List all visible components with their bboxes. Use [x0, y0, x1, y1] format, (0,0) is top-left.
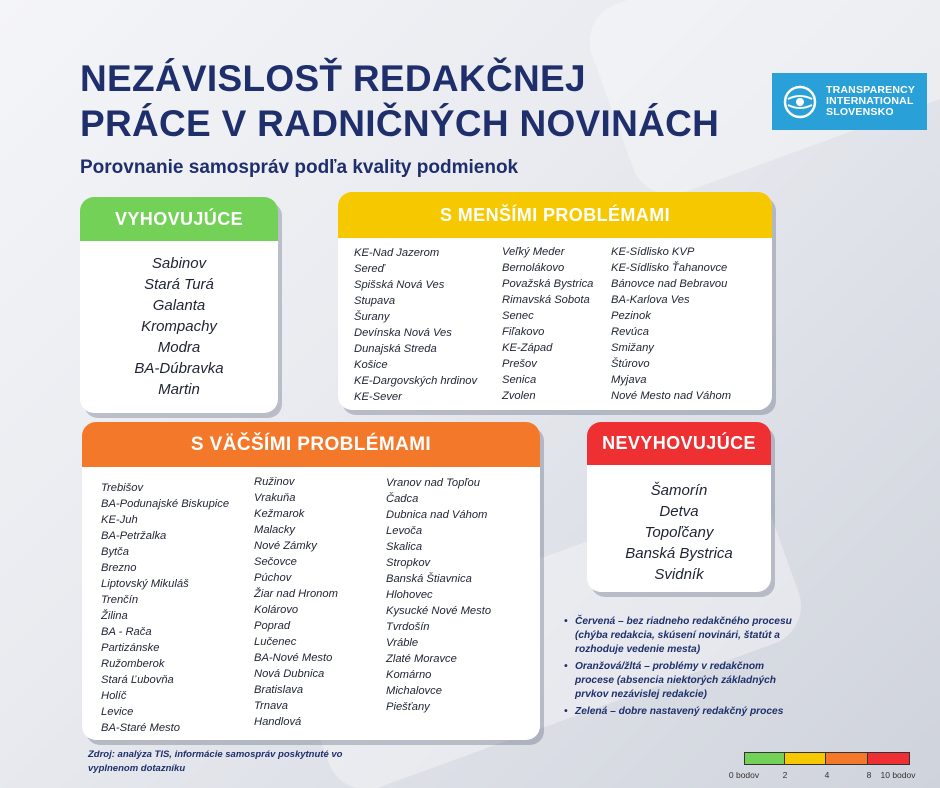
list-item: Partizánske	[101, 642, 160, 654]
list-item: Topoľčany	[644, 524, 714, 541]
list-item: Šamorín	[650, 482, 708, 499]
score-scale	[744, 752, 910, 765]
list-item: Stupava	[354, 295, 396, 307]
list-item: Komárno	[386, 669, 432, 681]
header-vyhovujuce: VYHOVUJÚCE	[80, 197, 278, 241]
card-mensie-problemy	[338, 192, 772, 410]
list-item: Sereď	[354, 263, 385, 275]
list-item: Stropkov	[386, 557, 431, 569]
list-mensie-col1	[354, 245, 477, 405]
list-item: Vranov nad Topľou	[386, 477, 480, 489]
transparency-logo	[772, 73, 927, 130]
scale-segment-orange	[826, 753, 868, 764]
scale-segment-green	[745, 753, 785, 764]
list-item: Liptovský Mikuláš	[101, 578, 189, 590]
scale-tick: 4	[824, 770, 830, 780]
legend-item-red: • Červená – bez riadneho redakčného procesu (chýba redakcia, skúsení novinári, štatút a rozhoduje vedenie mesta)	[562, 615, 802, 657]
card-nevyhovujuce	[587, 422, 771, 592]
list-item: Skalica	[386, 541, 423, 553]
list-item: Revúca	[611, 326, 649, 338]
scale-tick: 8	[866, 770, 872, 780]
list-item: KE-Sever	[354, 391, 402, 403]
list-item: Fiľakovo	[502, 326, 545, 338]
list-item: KE-Západ	[502, 342, 553, 354]
list-item: BA-Petržalka	[101, 530, 167, 542]
list-item: Rimavská Sobota	[502, 294, 590, 306]
list-item: BA-Dúbravka	[134, 360, 224, 377]
list-vyhovujuce	[80, 253, 278, 400]
list-mensie-col3	[611, 244, 731, 404]
list-item: KE-Sídlisko KVP	[611, 246, 695, 258]
list-item: Bytča	[101, 546, 129, 558]
list-vacsie-col2	[254, 474, 338, 730]
list-item: Holíč	[101, 690, 127, 702]
list-item: Martin	[158, 381, 200, 398]
list-item: Žiar nad Hronom	[254, 588, 338, 600]
list-item: Sabinov	[151, 255, 207, 272]
list-item: KE-Dargovských hrdinov	[354, 375, 478, 387]
list-item: Senec	[502, 310, 534, 322]
logo-text	[826, 85, 915, 118]
list-item: KE-Juh	[101, 514, 138, 526]
list-item: Trenčín	[101, 594, 139, 606]
list-item: Kežmarok	[254, 508, 305, 520]
list-item: Nová Dubnica	[254, 668, 325, 680]
header-nevyhovujuce: NEVYHOVUJÚCE	[587, 422, 771, 465]
list-item: Dunajská Streda	[354, 343, 437, 355]
list-item: Krompachy	[141, 318, 217, 335]
list-item: Štúrovo	[611, 358, 650, 370]
list-item: Košice	[354, 359, 388, 371]
list-item: Čadca	[386, 493, 419, 505]
list-item: Tvrdošín	[386, 621, 430, 633]
list-item: Žilina	[101, 610, 128, 622]
list-item: Levoča	[386, 525, 423, 537]
page-title	[80, 56, 719, 146]
list-item: Lučenec	[254, 636, 297, 648]
scale-tick: 0 bodov	[728, 770, 760, 780]
list-item: BA-Karlova Ves	[611, 294, 690, 306]
list-item: Banská Bystrica	[625, 545, 733, 562]
page-subtitle: Porovnanie samospráv podľa kvality podmienok	[80, 157, 519, 178]
list-item: Sečovce	[254, 556, 297, 568]
scale-segment-yellow	[785, 753, 827, 764]
list-item: Levice	[101, 706, 134, 718]
list-item: Devínska Nová Ves	[354, 327, 452, 339]
list-item: Trnava	[254, 700, 288, 712]
header-mensie-problemy: S MENŠÍMI PROBLÉMAMI	[338, 192, 772, 238]
list-item: Nové Mesto nad Váhom	[611, 390, 732, 402]
logo-line-3: SLOVENSKO	[826, 106, 894, 118]
list-item: Nové Zámky	[254, 540, 317, 552]
header-vacsie-problemy: S VÄČŠÍMI PROBLÉMAMI	[82, 422, 540, 467]
list-item: Modra	[157, 339, 201, 356]
list-item: Svidník	[654, 566, 704, 583]
list-item: Zvolen	[502, 390, 536, 402]
scale-tick: 2	[782, 770, 788, 780]
list-item: Brezno	[101, 562, 137, 574]
list-item: Michalovce	[386, 685, 442, 697]
list-item: Stará Ľubovňa	[101, 674, 174, 686]
list-item: Bernolákovo	[502, 262, 565, 274]
title-line-2: PRÁCE V RADNIČNÝCH NOVINÁCH	[80, 103, 720, 144]
scale-segment-red	[868, 753, 909, 764]
list-item: Kolárovo	[254, 604, 299, 616]
list-item: Bratislava	[254, 684, 304, 696]
card-vyhovujuce	[80, 197, 278, 413]
list-item: Ružomberok	[101, 658, 165, 670]
list-item: Kysucké Nové Mesto	[386, 605, 492, 617]
list-item: BA-Staré Mesto	[101, 722, 180, 734]
list-item: Poprad	[254, 620, 291, 632]
list-item: Vrakuňa	[254, 492, 296, 504]
list-item: Senica	[502, 374, 537, 386]
list-item: BA - Rača	[101, 626, 152, 638]
source-note: Zdroj: analýza TIS, informácie samospráv poskytnuté vo vyplnenom dotazníku	[88, 749, 343, 774]
list-nevyhovujuce	[587, 480, 771, 585]
list-item: Myjava	[611, 374, 647, 386]
list-item: Piešťany	[386, 701, 430, 713]
title-line-1: NEZÁVISLOSŤ REDAKČNEJ	[80, 58, 586, 99]
logo-line-2: INTERNATIONAL	[826, 95, 914, 107]
list-mensie-col2	[502, 244, 593, 404]
list-item: Púchov	[254, 572, 292, 584]
list-item: Trebišov	[101, 482, 144, 494]
list-item: Ružinov	[254, 476, 295, 488]
list-item: KE-Nad Jazerom	[354, 247, 440, 259]
list-item: Prešov	[502, 358, 537, 370]
list-item: Hlohovec	[386, 589, 433, 601]
card-vacsie-problemy	[82, 422, 540, 740]
list-item: Bánovce nad Bebravou	[611, 278, 728, 290]
list-item: Pezinok	[611, 310, 651, 322]
list-item: Galanta	[152, 297, 206, 314]
legend-item-orange: • Oranžová/žltá – problémy v redakčnom procese (absencia niektorých základných prvkov nezávislej redakcie)	[562, 660, 802, 702]
list-item: BA-Nové Mesto	[254, 652, 333, 664]
list-item: Detva	[659, 503, 699, 520]
legend-item-green: • Zelená – dobre nastavený redakčný proces	[562, 705, 802, 719]
list-item: Banská Štiavnica	[386, 573, 472, 585]
list-item: Dubnica nad Váhom	[386, 509, 488, 521]
list-item: Malacky	[254, 524, 296, 536]
list-item: Šurany	[354, 311, 390, 323]
list-item: Handlová	[254, 716, 302, 728]
list-item: KE-Sídlisko Ťahanovce	[611, 262, 728, 274]
list-item: Veľký Meder	[502, 246, 565, 258]
list-vacsie-col3	[386, 475, 491, 715]
list-item: Vráble	[386, 637, 419, 649]
list-item: BA-Podunajské Biskupice	[101, 498, 230, 510]
list-item: Zlaté Moravce	[386, 653, 457, 665]
list-item: Smižany	[611, 342, 654, 354]
list-vacsie-col1	[101, 480, 229, 736]
list-item: Považská Bystrica	[502, 278, 594, 290]
globe-logo-icon	[782, 84, 818, 120]
list-item: Spišská Nová Ves	[354, 279, 445, 291]
scale-tick: 10 bodov	[880, 770, 916, 780]
list-item: Stará Turá	[144, 276, 214, 293]
logo-line-1: TRANSPARENCY	[826, 84, 916, 96]
legend	[562, 615, 802, 722]
